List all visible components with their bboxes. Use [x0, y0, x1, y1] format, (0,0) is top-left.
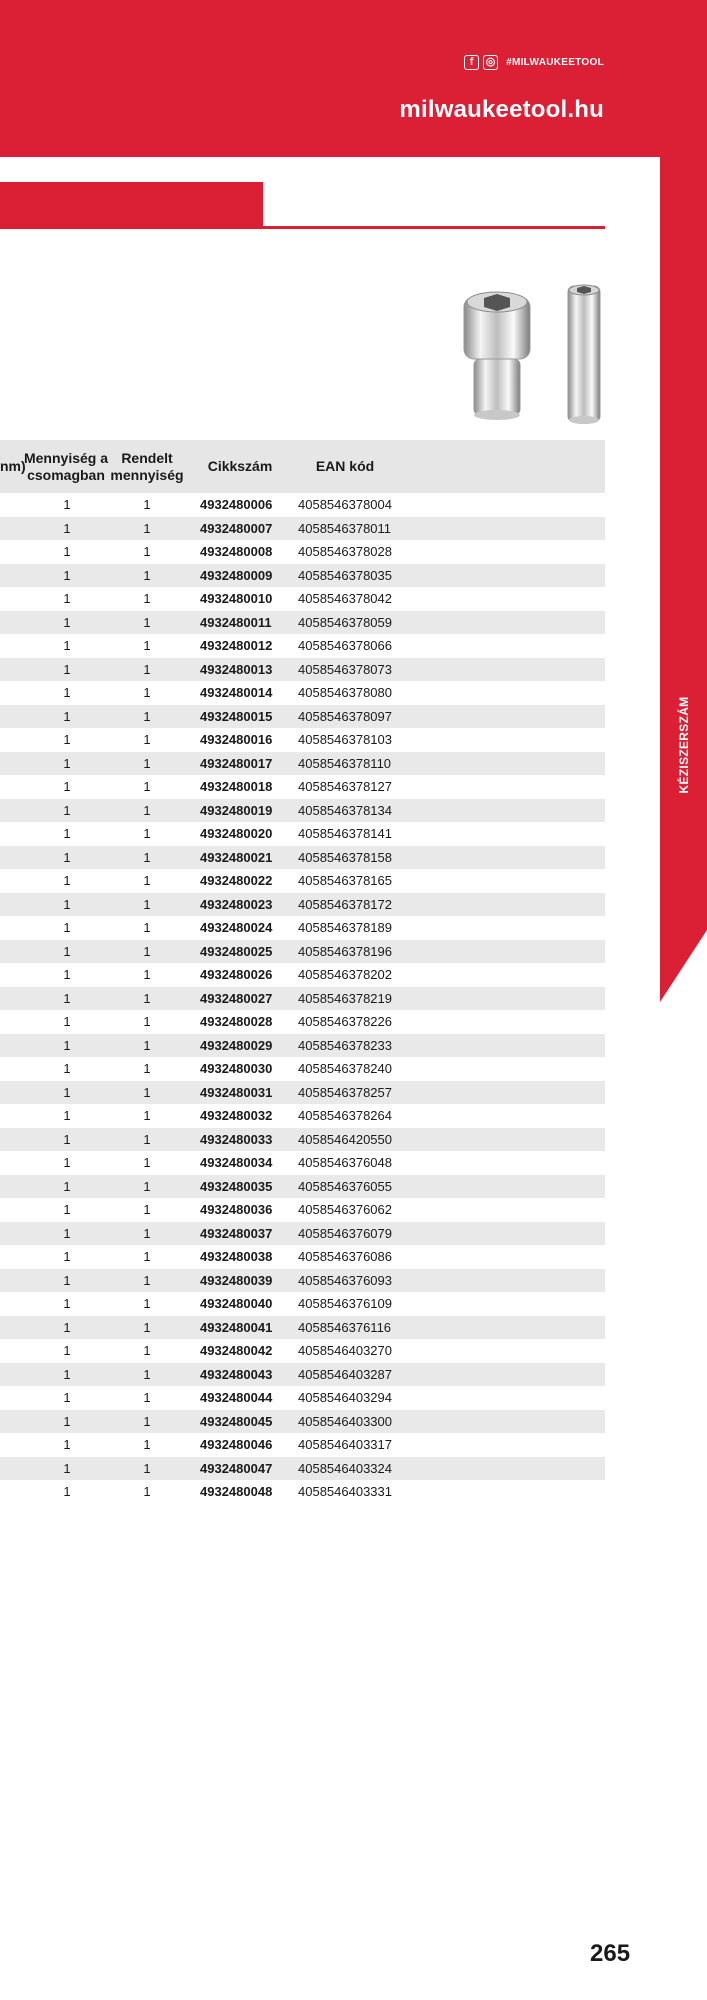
- page-number: 265: [590, 1940, 631, 1967]
- table-row: [0, 1245, 605, 1269]
- order-qty-cell: 1: [143, 802, 151, 818]
- table-header: [0, 440, 605, 493]
- order-qty-cell: 1: [143, 1366, 151, 1382]
- ean-code-cell: 4058546403300: [298, 1413, 392, 1429]
- table-row: [0, 658, 605, 682]
- article-number-cell: 4932480024: [200, 920, 273, 935]
- article-number-cell: 4932480015: [200, 708, 273, 724]
- order-qty-cell: 1: [143, 779, 151, 794]
- pack-qty-cell: 1: [63, 1296, 71, 1311]
- ean-code-cell: 4058546378110: [298, 755, 392, 771]
- article-number-cell: 4932480028: [200, 1014, 273, 1029]
- article-number-cell: 4932480036: [200, 1202, 273, 1217]
- table-row: [0, 1057, 605, 1081]
- order-qty-cell: 1: [143, 967, 151, 982]
- ean-code-cell: 4058546378004: [298, 497, 392, 512]
- article-number-cell: 4932480021: [200, 849, 273, 865]
- pack-qty-cell: 1: [63, 1366, 71, 1382]
- pack-qty-cell: 1: [63, 1460, 71, 1476]
- ean-code-cell: 4058546378240: [298, 1061, 392, 1076]
- ean-code-cell: 4058546378134: [298, 802, 392, 818]
- ean-code-cell: 4058546376086: [298, 1249, 392, 1264]
- order-qty-cell: 1: [143, 943, 151, 959]
- pack-qty-cell: 1: [63, 755, 71, 771]
- order-qty-cell: 1: [143, 614, 151, 630]
- table-row: [0, 1363, 605, 1387]
- ean-code-cell: 4058546378257: [298, 1084, 392, 1100]
- social-links: [464, 55, 604, 70]
- table-row: [0, 1151, 605, 1175]
- article-number-cell: 4932480007: [200, 520, 273, 536]
- ean-code-cell: 4058546403270: [298, 1343, 392, 1358]
- table-row: [0, 822, 605, 846]
- pack-qty-cell: 1: [63, 849, 71, 865]
- table-row: [0, 846, 605, 870]
- col-header-pack-qty: Mennyiség a csomagban: [23, 450, 109, 483]
- pack-qty-cell: 1: [63, 732, 71, 747]
- facebook-icon[interactable]: f: [464, 55, 479, 70]
- short-socket-icon: [464, 292, 530, 420]
- article-number-cell: 4932480032: [200, 1108, 273, 1123]
- article-number-cell: 4932480047: [200, 1460, 273, 1476]
- order-qty-cell: 1: [143, 1484, 151, 1499]
- pack-qty-cell: 1: [63, 1437, 71, 1452]
- pack-qty-cell: 1: [63, 1484, 71, 1499]
- article-number-cell: 4932480039: [200, 1272, 273, 1288]
- article-number-cell: 4932480019: [200, 802, 273, 818]
- hashtag-text: #MILWAUKEETOOL: [506, 57, 604, 68]
- pack-qty-cell: 1: [63, 614, 71, 630]
- pack-qty-cell: 1: [63, 1225, 71, 1241]
- ean-code-cell: 4058546376055: [298, 1178, 392, 1194]
- pack-qty-cell: 1: [63, 1272, 71, 1288]
- pack-qty-cell: 1: [63, 520, 71, 536]
- article-number-cell: 4932480037: [200, 1225, 273, 1241]
- article-number-cell: 4932480018: [200, 779, 273, 794]
- ean-code-cell: 4058546403287: [298, 1366, 392, 1382]
- col-header-order-qty: Rendelt mennyiség: [110, 450, 184, 483]
- article-number-cell: 4932480034: [200, 1155, 273, 1170]
- article-number-cell: 4932480023: [200, 896, 273, 912]
- ean-code-cell: 4058546378097: [298, 708, 392, 724]
- order-qty-cell: 1: [143, 1437, 151, 1452]
- table-row: [0, 1128, 605, 1152]
- pack-qty-cell: 1: [63, 661, 71, 677]
- order-qty-cell: 1: [143, 638, 151, 653]
- order-qty-cell: 1: [143, 520, 151, 536]
- ean-code-cell: 4058546378073: [298, 661, 392, 677]
- table-row: [0, 1034, 605, 1058]
- article-number-cell: 4932480045: [200, 1413, 273, 1429]
- table-row: [0, 963, 605, 987]
- site-url[interactable]: milwaukeetool.hu: [399, 96, 604, 123]
- ean-code-cell: 4058546376048: [298, 1155, 392, 1170]
- article-number-cell: 4932480013: [200, 661, 273, 677]
- title-rule: [0, 226, 605, 229]
- article-number-cell: 4932480006: [200, 497, 273, 512]
- ean-code-cell: 4058546378158: [298, 849, 392, 865]
- col-header-size: nm): [0, 458, 26, 475]
- ean-code-cell: 4058546378172: [298, 896, 392, 912]
- order-qty-cell: 1: [143, 1390, 151, 1405]
- order-qty-cell: 1: [143, 497, 151, 512]
- order-qty-cell: 1: [143, 1249, 151, 1264]
- article-number-cell: 4932480048: [200, 1484, 273, 1499]
- ean-code-cell: 4058546378165: [298, 873, 392, 888]
- category-label: KÉZISZERSZÁM: [677, 696, 691, 794]
- pack-qty-cell: 1: [63, 708, 71, 724]
- table-row: [0, 1316, 605, 1340]
- col-header-article-no: Cikkszám: [207, 458, 273, 475]
- article-number-cell: 4932480042: [200, 1343, 273, 1358]
- article-number-cell: 4932480008: [200, 544, 273, 559]
- order-qty-cell: 1: [143, 1272, 151, 1288]
- pack-qty-cell: 1: [63, 685, 71, 700]
- ean-code-cell: 4058546378196: [298, 943, 392, 959]
- article-number-cell: 4932480033: [200, 1131, 273, 1147]
- article-number-cell: 4932480022: [200, 873, 273, 888]
- order-qty-cell: 1: [143, 567, 151, 583]
- order-qty-cell: 1: [143, 1296, 151, 1311]
- table-row: [0, 1175, 605, 1199]
- article-number-cell: 4932480030: [200, 1061, 273, 1076]
- pack-qty-cell: 1: [63, 967, 71, 982]
- table-row: [0, 893, 605, 917]
- order-qty-cell: 1: [143, 1108, 151, 1123]
- article-number-cell: 4932480025: [200, 943, 273, 959]
- order-qty-cell: 1: [143, 1460, 151, 1476]
- article-number-cell: 4932480029: [200, 1037, 273, 1053]
- order-qty-cell: 1: [143, 544, 151, 559]
- ean-code-cell: 4058546378066: [298, 638, 392, 653]
- pack-qty-cell: 1: [63, 1178, 71, 1194]
- ean-code-cell: 4058546378035: [298, 567, 392, 583]
- table-row: [0, 587, 605, 611]
- ean-code-cell: 4058546378059: [298, 614, 392, 630]
- pack-qty-cell: 1: [63, 638, 71, 653]
- table-row: [0, 728, 605, 752]
- pack-qty-cell: 1: [63, 1131, 71, 1147]
- table-row: [0, 940, 605, 964]
- table-row: [0, 705, 605, 729]
- table-row: [0, 1198, 605, 1222]
- pack-qty-cell: 1: [63, 1108, 71, 1123]
- table-row: [0, 493, 605, 517]
- pack-qty-cell: 1: [63, 1413, 71, 1429]
- table-row: [0, 1081, 605, 1105]
- table-row: [0, 564, 605, 588]
- pack-qty-cell: 1: [63, 779, 71, 794]
- table-row: [0, 1480, 605, 1504]
- pack-qty-cell: 1: [63, 1014, 71, 1029]
- table-row: [0, 1010, 605, 1034]
- order-qty-cell: 1: [143, 1202, 151, 1217]
- ean-code-cell: 4058546403324: [298, 1460, 392, 1476]
- table-row: [0, 1222, 605, 1246]
- order-qty-cell: 1: [143, 1319, 151, 1335]
- pack-qty-cell: 1: [63, 497, 71, 512]
- ean-code-cell: 4058546378103: [298, 732, 392, 747]
- article-number-cell: 4932480035: [200, 1178, 273, 1194]
- table-row: [0, 1339, 605, 1363]
- ean-code-cell: 4058546378127: [298, 779, 392, 794]
- table-row: [0, 517, 605, 541]
- table-row: [0, 1457, 605, 1481]
- article-number-cell: 4932480009: [200, 567, 273, 583]
- order-qty-cell: 1: [143, 755, 151, 771]
- socket-product-image: [460, 282, 610, 427]
- header-band: [0, 0, 707, 157]
- instagram-icon[interactable]: ◎: [483, 55, 498, 70]
- ean-code-cell: 4058546378233: [298, 1037, 392, 1053]
- ean-code-cell: 4058546378011: [298, 520, 392, 536]
- pack-qty-cell: 1: [63, 943, 71, 959]
- ean-code-cell: 4058546378080: [298, 685, 392, 700]
- order-qty-cell: 1: [143, 1014, 151, 1029]
- article-number-cell: 4932480027: [200, 990, 273, 1006]
- ean-code-cell: 4058546376079: [298, 1225, 392, 1241]
- order-qty-cell: 1: [143, 1061, 151, 1076]
- order-qty-cell: 1: [143, 732, 151, 747]
- ean-code-cell: 4058546403317: [298, 1437, 392, 1452]
- ean-code-cell: 4058546403331: [298, 1484, 392, 1499]
- pack-qty-cell: 1: [63, 802, 71, 818]
- side-tab-band: [660, 157, 707, 1002]
- article-number-cell: 4932480014: [200, 685, 273, 700]
- order-qty-cell: 1: [143, 873, 151, 888]
- order-qty-cell: 1: [143, 1037, 151, 1053]
- table-row: [0, 799, 605, 823]
- table-row: [0, 1386, 605, 1410]
- ean-code-cell: 4058546378202: [298, 967, 392, 982]
- order-qty-cell: 1: [143, 826, 151, 841]
- article-number-cell: 4932480012: [200, 638, 273, 653]
- pack-qty-cell: 1: [63, 896, 71, 912]
- article-number-cell: 4932480026: [200, 967, 273, 982]
- table-row: [0, 1292, 605, 1316]
- ean-code-cell: 4058546376109: [298, 1296, 392, 1311]
- table-row: [0, 611, 605, 635]
- article-number-cell: 4932480011: [200, 614, 272, 630]
- pack-qty-cell: 1: [63, 990, 71, 1006]
- pack-qty-cell: 1: [63, 1084, 71, 1100]
- order-qty-cell: 1: [143, 1178, 151, 1194]
- table-row: [0, 869, 605, 893]
- order-qty-cell: 1: [143, 1413, 151, 1429]
- pack-qty-cell: 1: [63, 544, 71, 559]
- table-row: [0, 916, 605, 940]
- ean-code-cell: 4058546378264: [298, 1108, 392, 1123]
- article-number-cell: 4932480010: [200, 591, 273, 606]
- table-row: [0, 540, 605, 564]
- ean-code-cell: 4058546378141: [298, 826, 392, 841]
- order-qty-cell: 1: [143, 1343, 151, 1358]
- order-qty-cell: 1: [143, 990, 151, 1006]
- table-row: [0, 752, 605, 776]
- order-qty-cell: 1: [143, 708, 151, 724]
- article-number-cell: 4932480043: [200, 1366, 273, 1382]
- article-number-cell: 4932480017: [200, 755, 273, 771]
- ean-code-cell: 4058546420550: [298, 1131, 392, 1147]
- ean-code-cell: 4058546403294: [298, 1390, 392, 1405]
- table-row: [0, 987, 605, 1011]
- pack-qty-cell: 1: [63, 567, 71, 583]
- col-header-ean: EAN kód: [315, 458, 375, 475]
- pack-qty-cell: 1: [63, 873, 71, 888]
- table-row: [0, 775, 605, 799]
- ean-code-cell: 4058546378042: [298, 591, 392, 606]
- order-qty-cell: 1: [143, 1084, 151, 1100]
- table-row: [0, 1104, 605, 1128]
- ean-code-cell: 4058546378028: [298, 544, 392, 559]
- ean-code-cell: 4058546376116: [298, 1319, 392, 1335]
- article-number-cell: 4932480040: [200, 1296, 273, 1311]
- pack-qty-cell: 1: [63, 920, 71, 935]
- ean-code-cell: 4058546376062: [298, 1202, 392, 1217]
- pack-qty-cell: 1: [63, 1061, 71, 1076]
- article-number-cell: 4932480020: [200, 826, 273, 841]
- ean-code-cell: 4058546378219: [298, 990, 392, 1006]
- pack-qty-cell: 1: [63, 1319, 71, 1335]
- table-row: [0, 1433, 605, 1457]
- pack-qty-cell: 1: [63, 1202, 71, 1217]
- ean-code-cell: 4058546376093: [298, 1272, 392, 1288]
- pack-qty-cell: 1: [63, 826, 71, 841]
- order-qty-cell: 1: [143, 1225, 151, 1241]
- order-qty-cell: 1: [143, 661, 151, 677]
- ean-code-cell: 4058546378226: [298, 1014, 392, 1029]
- table-row: [0, 681, 605, 705]
- article-number-cell: 4932480016: [200, 732, 273, 747]
- order-qty-cell: 1: [143, 591, 151, 606]
- article-number-cell: 4932480041: [200, 1319, 273, 1335]
- article-number-cell: 4932480031: [200, 1084, 273, 1100]
- order-qty-cell: 1: [143, 896, 151, 912]
- deep-socket-icon: [568, 285, 600, 424]
- pack-qty-cell: 1: [63, 1390, 71, 1405]
- order-qty-cell: 1: [143, 920, 151, 935]
- ean-code-cell: 4058546378189: [298, 920, 392, 935]
- order-qty-cell: 1: [143, 1155, 151, 1170]
- article-number-cell: 4932480038: [200, 1249, 273, 1264]
- table-row: [0, 1269, 605, 1293]
- article-number-cell: 4932480046: [200, 1437, 273, 1452]
- article-number-cell: 4932480044: [200, 1390, 273, 1405]
- pack-qty-cell: 1: [63, 1037, 71, 1053]
- table-row: [0, 634, 605, 658]
- order-qty-cell: 1: [143, 849, 151, 865]
- table-row: [0, 1410, 605, 1434]
- title-bar: [0, 182, 263, 226]
- order-qty-cell: 1: [143, 685, 151, 700]
- order-qty-cell: 1: [143, 1131, 151, 1147]
- pack-qty-cell: 1: [63, 1343, 71, 1358]
- pack-qty-cell: 1: [63, 591, 71, 606]
- pack-qty-cell: 1: [63, 1155, 71, 1170]
- pack-qty-cell: 1: [63, 1249, 71, 1264]
- table-body: [0, 493, 605, 1504]
